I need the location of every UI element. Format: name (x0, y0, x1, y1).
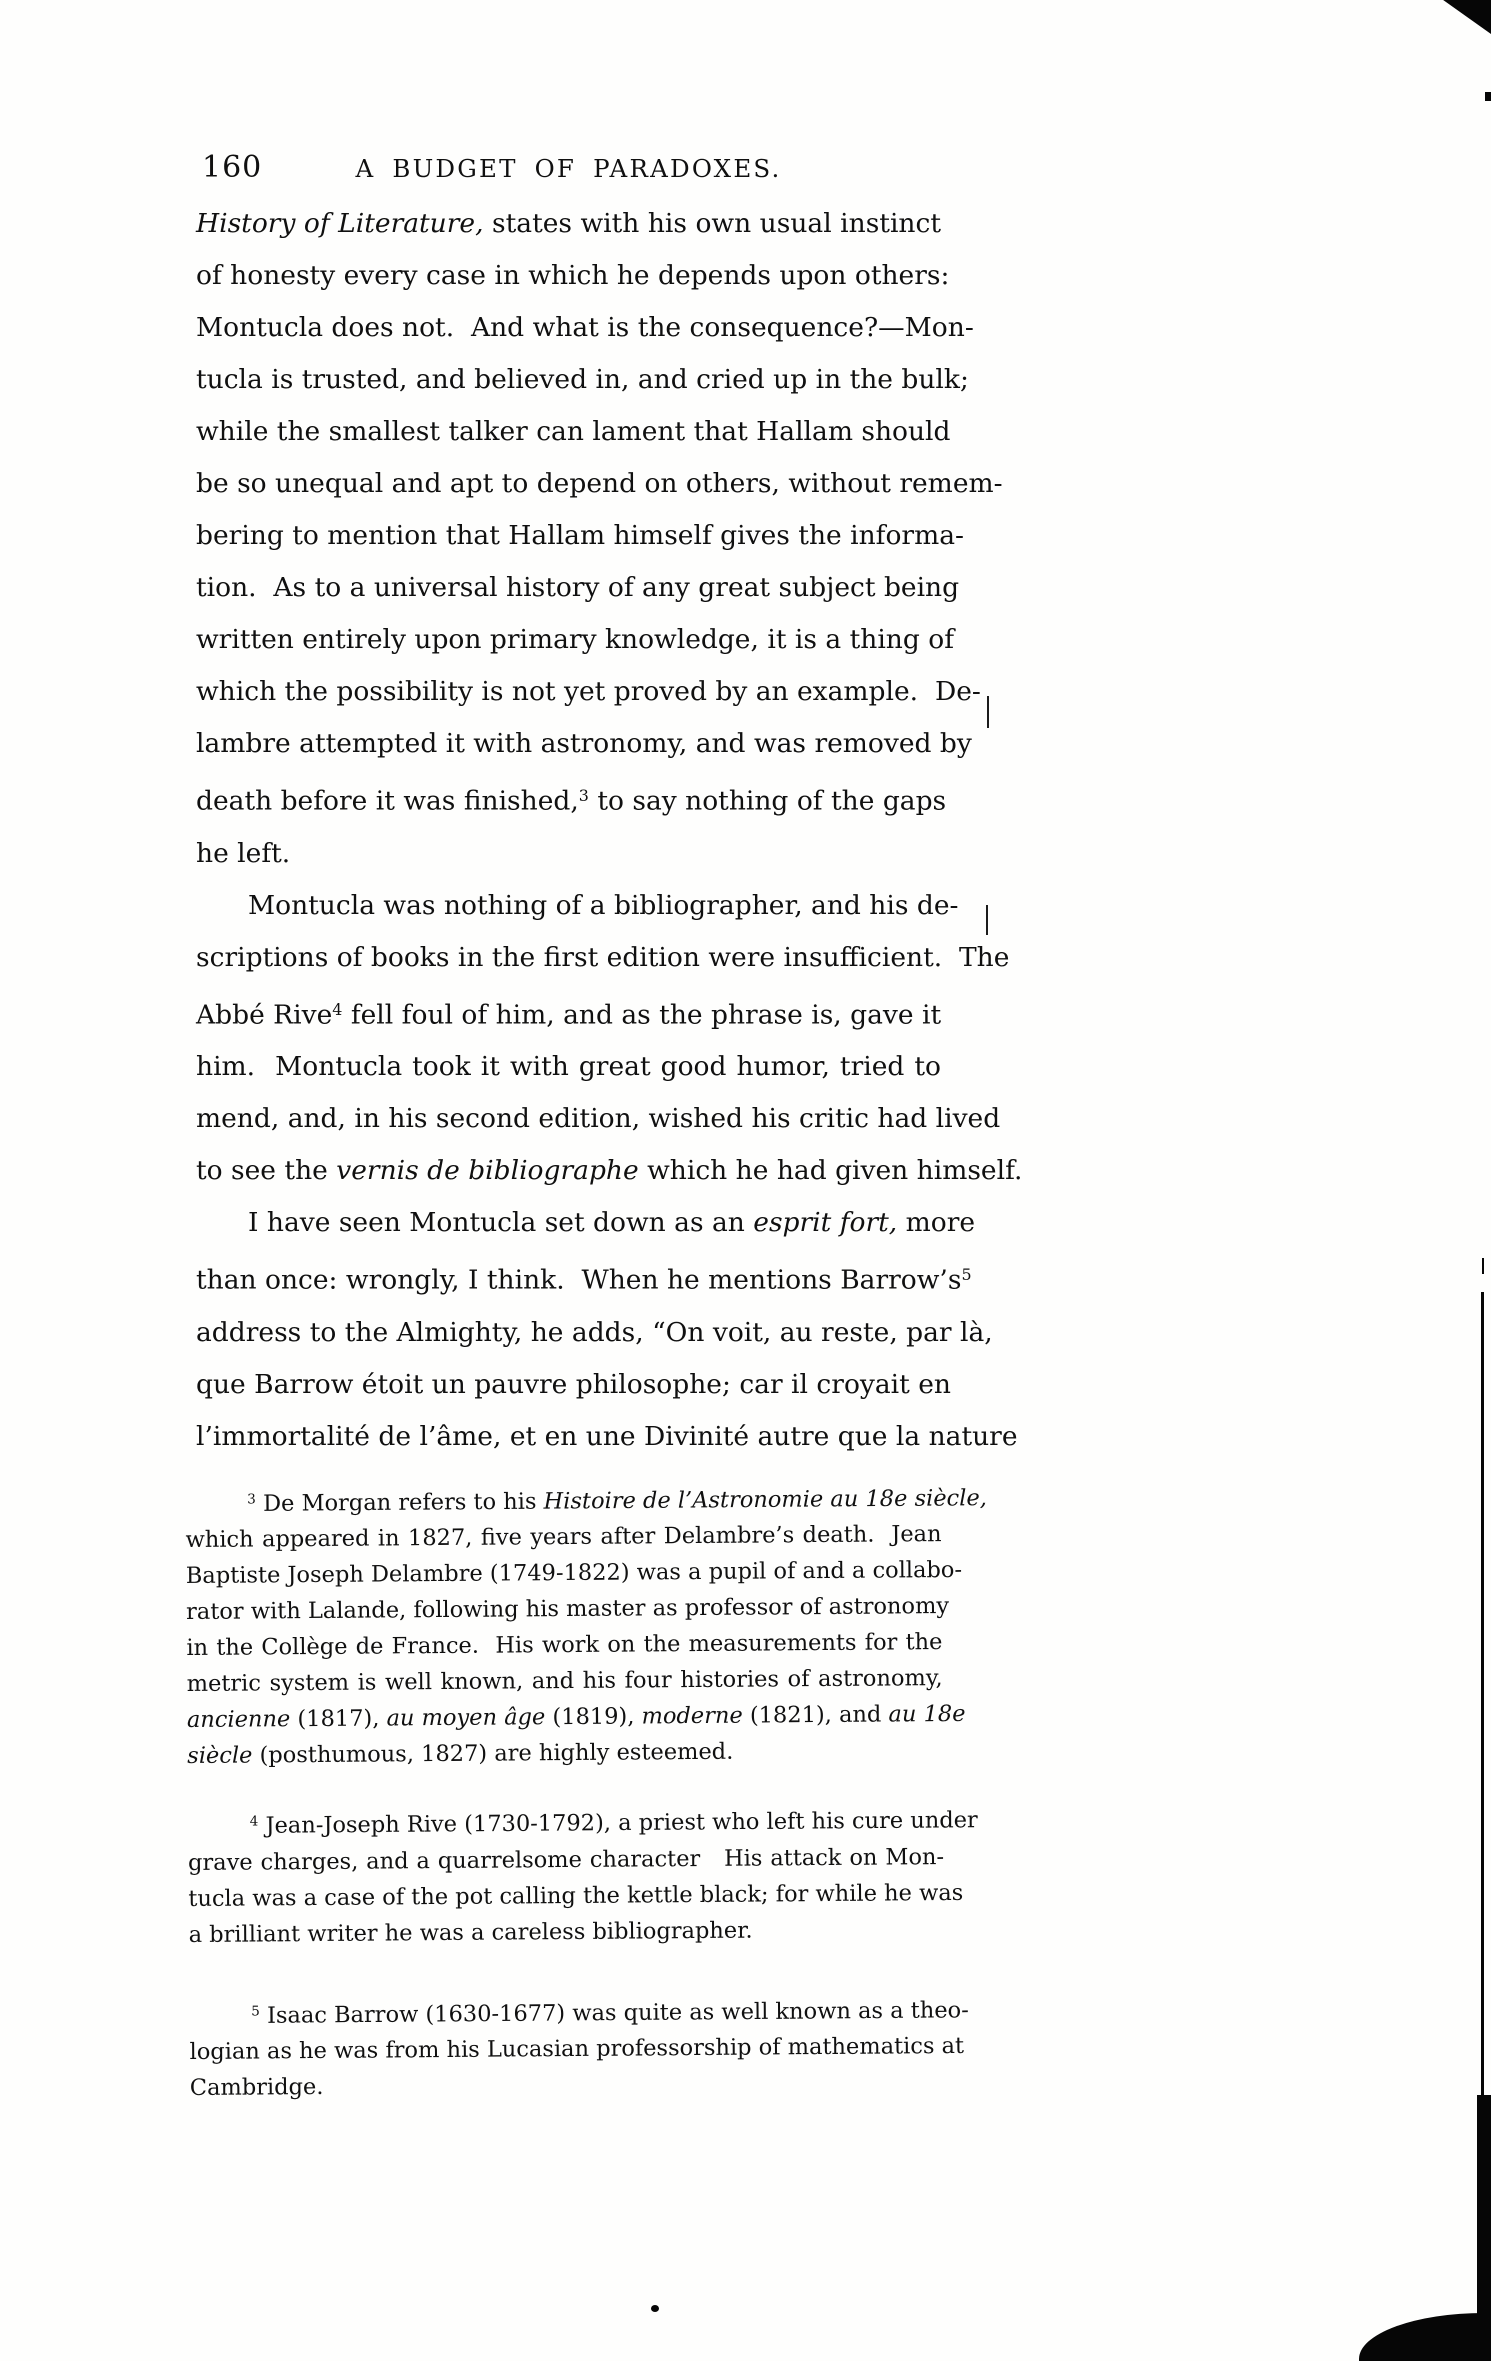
text-segment: moderne (641, 1703, 743, 1730)
page-curl-shadow-icon (1359, 2313, 1491, 2361)
text-line (196, 932, 1010, 984)
text-segment: fell foul of him, and as the phrase is, gave it (342, 999, 942, 1031)
ink-dot-icon (651, 2305, 659, 2312)
footnote (187, 1798, 978, 1952)
text-segment: than once: wrongly, I think. When he mentions Barrow’s (196, 1265, 962, 1297)
text-line (196, 1411, 1018, 1463)
text-segment: lambre attempted it with astronomy, and was removed by (196, 728, 972, 759)
text-segment: tion. As to a universal history of any great subject being (196, 572, 960, 603)
text-segment: to say nothing of the gaps (588, 785, 947, 817)
text-segment: him. Montucla took it with great good humor, tried to (196, 1051, 941, 1083)
text-segment: esprit fort, (753, 1207, 898, 1239)
page-edge-line-icon (1482, 1258, 1484, 1274)
ink-speck-icon (987, 696, 989, 728)
text-segment: address to the Almighty, he adds, “On voit, au reste, par là, (196, 1317, 993, 1349)
text-line (190, 2064, 946, 2106)
text-line (188, 1839, 944, 1881)
page-number: 160 (202, 150, 263, 185)
text-segment: (1821), and (742, 1701, 889, 1730)
text-segment: Baptiste Joseph Delambre (1749-1822) was a pupil of and a collabo- (185, 1557, 963, 1590)
text-line (196, 770, 947, 828)
text-segment: states with his own usual instinct (483, 208, 941, 239)
text-segment: logian as he was from his Lucasian professorship of mathematics at (189, 2033, 965, 2066)
text-segment: Montucla was nothing of a bibliographer, and his de- (248, 889, 959, 921)
text-segment: rator with Lalande, following his master as professor of astronomy (186, 1593, 950, 1626)
text-segment: to see the (196, 1155, 337, 1187)
scan-artifact-corner-icon (1439, 0, 1491, 34)
text-line (189, 2028, 965, 2070)
text-segment: (1817), (290, 1705, 387, 1733)
text-line (189, 1911, 945, 1953)
text-line (196, 198, 941, 250)
text-line (188, 1798, 978, 1844)
footnote-marker: 4 (332, 999, 343, 1019)
text-segment: be so unequal and apt to depend on others, without remem- (196, 468, 1003, 499)
text-line (196, 984, 941, 1042)
text-line (185, 1476, 987, 1522)
text-segment: grave charges, and a quarrelsome character His attack on Mon- (187, 1843, 945, 1876)
text-segment: I have seen Montucla set down as an (248, 1207, 754, 1239)
text-segment: au moyen âge (386, 1704, 546, 1732)
footnote-marker: 4 (249, 1813, 259, 1830)
text-line (196, 1093, 1001, 1145)
paragraph (196, 198, 1003, 880)
text-line (196, 718, 972, 770)
text-line (187, 1660, 943, 1702)
footnote (189, 1988, 969, 2106)
footnote (185, 1476, 987, 1774)
text-line (196, 1041, 941, 1093)
text-line (196, 1307, 993, 1359)
text-segment: ancienne (186, 1706, 291, 1734)
text-segment: in the Collège de France. His work on the measurements for the (186, 1629, 943, 1662)
text-line (196, 1145, 1023, 1197)
text-segment: bering to mention that Hallam himself gives the informa- (196, 520, 964, 551)
text-segment: De Morgan refers to his (255, 1488, 544, 1517)
text-segment: vernis de bibliographe (336, 1155, 639, 1187)
text-line (196, 1359, 951, 1411)
paragraph (196, 880, 1023, 1198)
text-segment: Isaac Barrow (1630-1677) was quite as well known as a theo- (259, 1997, 969, 2029)
text-segment: death before it was finished, (196, 785, 579, 817)
text-segment: siècle (187, 1742, 253, 1770)
text-line (196, 666, 981, 718)
ink-speck-icon (986, 905, 988, 935)
text-segment: written entirely upon primary knowledge, it is a thing of (196, 624, 955, 655)
text-segment: (1819), (545, 1703, 642, 1731)
text-segment: Abbé Rive (196, 999, 333, 1031)
text-segment: tucla is trusted, and believed in, and cried up in the bulk; (196, 364, 969, 395)
text-segment: metric system is well known, and his four histories of astronomy, (186, 1665, 943, 1698)
text-segment: of honesty every case in which he depends upon others: (196, 260, 950, 291)
text-segment: more (897, 1207, 976, 1239)
text-line (196, 1197, 976, 1249)
text-segment: l’immortalité de l’âme, et en une Divinité autre que la nature (196, 1421, 1018, 1453)
footnote-marker: 3 (578, 786, 589, 805)
page-header (196, 150, 941, 192)
text-line (196, 406, 951, 458)
text-line (196, 302, 974, 354)
text-segment: Jean-Joseph Rive (1730-1792), a priest who left his cure under (258, 1807, 978, 1840)
text-segment: mend, and, in his second edition, wished his critic had lived (196, 1103, 1001, 1135)
footnote-marker: 5 (251, 2003, 260, 2020)
text-segment: Cambridge. (189, 2074, 324, 2102)
text-line (186, 1624, 942, 1666)
text-segment: au 18e (888, 1701, 966, 1728)
text-segment: while the smallest talker can lament that Hallam should (196, 416, 951, 447)
text-segment: a brilliant writer he was a careless bibliographer. (188, 1917, 753, 1948)
text-segment: Histoire de l’Astronomie au 18e siècle, (543, 1485, 987, 1515)
text-segment: (posthumous, 1827) are highly esteemed. (252, 1739, 734, 1769)
text-line (185, 1553, 963, 1595)
text-line (189, 1988, 969, 2034)
text-line (196, 250, 950, 302)
running-title: A BUDGET OF PARADOXES. (355, 154, 782, 183)
text-line (188, 1875, 964, 1917)
text-line (196, 354, 969, 406)
text-line (196, 562, 960, 614)
paragraph (196, 1197, 1018, 1463)
text-segment: tucla was a case of the pot calling the kettle black; for while he was (188, 1879, 964, 1912)
text-segment: which appeared in 1827, five years after Delambre’s death. Jean (185, 1521, 942, 1554)
text-segment: which the possibility is not yet proved by an example. De- (196, 676, 981, 707)
text-line (196, 1249, 972, 1307)
text-segment: que Barrow étoit un pauvre philosophe; car il croyait en (196, 1369, 951, 1401)
text-segment: History of Literature, (196, 208, 484, 239)
text-line (196, 510, 964, 562)
scan-artifact-edge-dash-icon (1485, 92, 1491, 101)
page-edge-line-icon (1481, 1292, 1484, 2102)
body-text (196, 198, 1023, 1463)
footnote-marker: 5 (961, 1265, 972, 1285)
footnotes (185, 1476, 987, 2106)
text-line (187, 1732, 943, 1774)
text-segment: he left. (196, 837, 291, 869)
text-line (196, 614, 955, 666)
text-line (186, 1696, 966, 1738)
text-segment: Montucla does not. And what is the consequence?—Mon- (196, 312, 974, 343)
text-line (186, 1589, 950, 1631)
text-segment: which he had given himself. (638, 1155, 1023, 1187)
text-segment: scriptions of books in the first edition were insufficient. The (196, 941, 1010, 973)
text-line (196, 880, 959, 932)
text-line (185, 1517, 941, 1559)
footnote-marker: 3 (247, 1491, 256, 1508)
text-line (196, 828, 941, 880)
text-line (196, 458, 1003, 510)
